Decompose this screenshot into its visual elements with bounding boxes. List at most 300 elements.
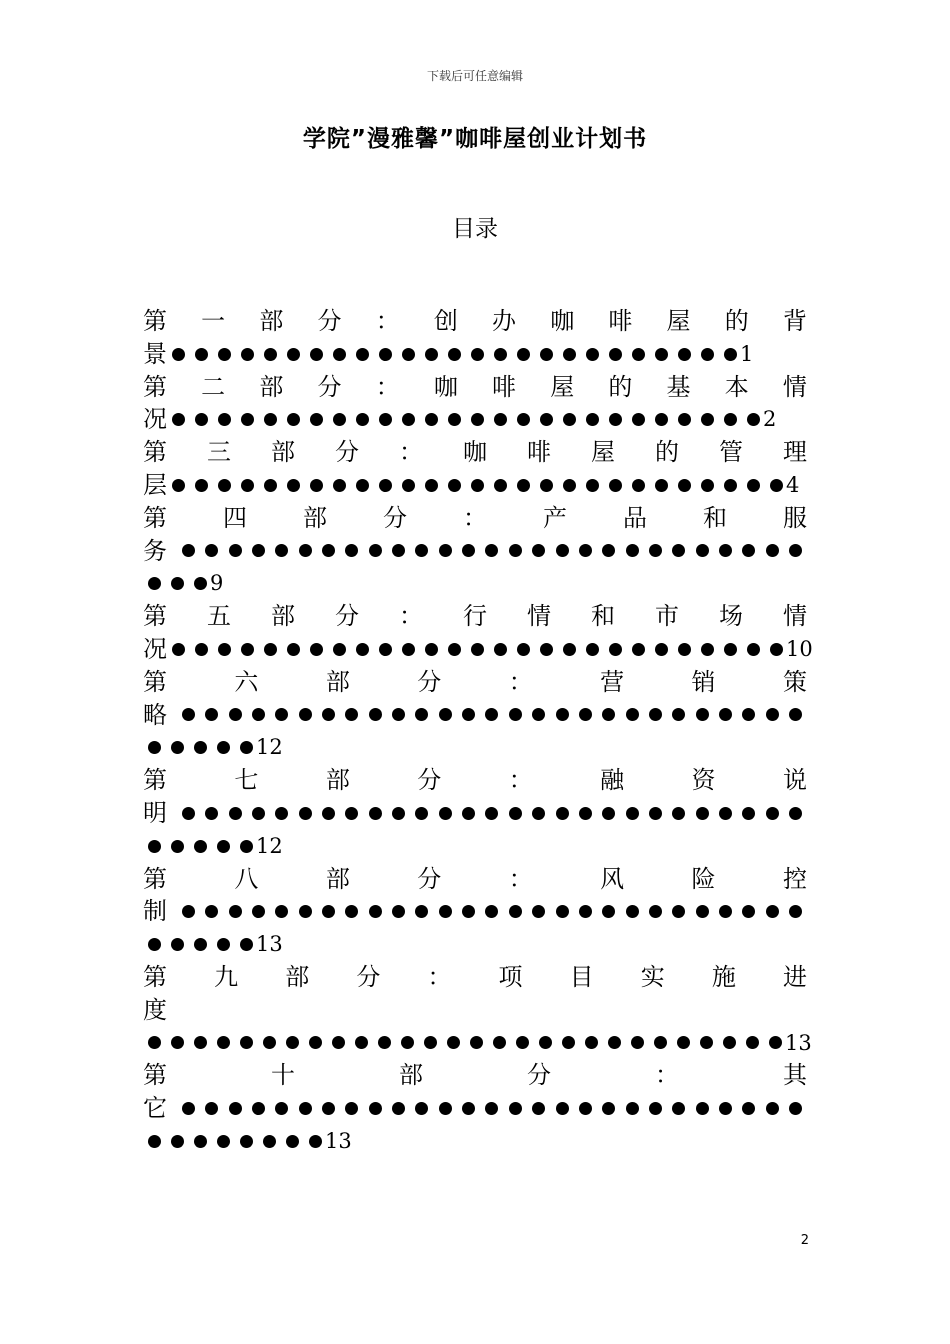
leader-dot (356, 413, 369, 426)
leader-dot (556, 1102, 569, 1115)
toc-label-glyph: ： (375, 307, 400, 335)
leader-dot (310, 348, 323, 361)
toc-page-number: 9 (210, 571, 224, 596)
toc-label-glyph: 目 (569, 962, 594, 991)
toc-label-glyph: 度 (143, 995, 167, 1024)
leader-dot (172, 643, 185, 656)
leader-dot (402, 348, 415, 361)
toc-label-glyph: ： (508, 864, 533, 893)
leader-dot (563, 348, 576, 361)
leader-dot (696, 1102, 709, 1115)
leader-dot (379, 413, 392, 426)
leader-dot (264, 413, 277, 426)
toc-entry-label (143, 305, 807, 338)
toc-label-glyph: 的 (608, 372, 633, 401)
toc-entry-label (143, 600, 807, 633)
leader-dot (696, 905, 709, 918)
leader-dot (217, 938, 230, 951)
leader-dot (655, 413, 668, 426)
toc-label-glyph: 的 (724, 307, 749, 335)
leader-dot (415, 905, 428, 918)
leader-dot (402, 479, 415, 492)
leader-dot (332, 1036, 345, 1049)
toc-label-glyph: 融 (600, 766, 625, 795)
leader-dot (696, 807, 709, 820)
leader-dot (655, 643, 668, 656)
leader-dot (345, 807, 358, 820)
toc-label-glyph: 实 (640, 962, 665, 991)
leader-dot (579, 544, 592, 557)
leader-dot (579, 905, 592, 918)
toc-label-glyph: 啡 (608, 307, 633, 335)
toc-page-number: 12 (256, 833, 283, 858)
header-note: 下载后可任意编辑 (426, 69, 523, 83)
toc-label-glyph: 屋 (666, 307, 691, 335)
toc-label-glyph: 险 (691, 864, 716, 893)
leader-dot (171, 1036, 184, 1049)
leader-dot (345, 544, 358, 557)
leader-dot (229, 1102, 242, 1115)
leader-dot (485, 905, 498, 918)
leader-dot (632, 479, 645, 492)
toc-label-glyph: 九 (214, 962, 239, 991)
toc-label-glyph: 景 (143, 339, 167, 368)
leader-dot (631, 1036, 644, 1049)
toc-label-glyph: 服 (783, 503, 807, 532)
toc-label-glyph: 场 (719, 602, 743, 631)
leader-dot (517, 479, 530, 492)
leader-dot (724, 643, 737, 656)
leader-dot (766, 905, 779, 918)
toc-label-glyph: 咖 (433, 372, 458, 401)
leader-dot (747, 479, 760, 492)
toc-label-glyph: 咖 (463, 438, 487, 467)
leader-dot (608, 1036, 621, 1049)
leader-dot (241, 479, 254, 492)
leader-dot (540, 348, 553, 361)
leader-dot (425, 348, 438, 361)
leader-dot (494, 643, 507, 656)
toc-label-glyph: 第 (143, 962, 167, 991)
leader-dot (579, 708, 592, 721)
toc-entry-label (143, 764, 807, 797)
leader-dot (747, 413, 760, 426)
leader-dot (609, 348, 622, 361)
leader-dot (742, 905, 755, 918)
toc-label-glyph: 部 (325, 766, 350, 795)
leader-dot (563, 413, 576, 426)
toc-label-glyph: ： (463, 503, 487, 532)
leader-dot (182, 1102, 195, 1115)
leader-dot (585, 1036, 598, 1049)
toc-label-glyph: 分 (356, 962, 381, 991)
leader-dot (415, 807, 428, 820)
leader-dot (766, 1102, 779, 1115)
toc-label-glyph: 管 (719, 438, 743, 467)
toc-label-glyph: 第 (143, 602, 167, 631)
toc-entry[interactable] (143, 436, 807, 502)
leader-dot (240, 840, 253, 853)
leader-dot (789, 1102, 802, 1115)
leader-dot (724, 479, 737, 492)
dot-leader (143, 840, 258, 853)
leader-dot (378, 1036, 391, 1049)
leader-dot (626, 544, 639, 557)
leader-dot (485, 708, 498, 721)
leader-dot (447, 1036, 460, 1049)
leader-dot (586, 348, 599, 361)
leader-dot (425, 413, 438, 426)
leader-dot (632, 413, 645, 426)
leader-dot (678, 479, 691, 492)
leader-dot (217, 1036, 230, 1049)
leader-dot (701, 643, 714, 656)
toc-entry[interactable] (143, 666, 807, 764)
toc-label-glyph: 创 (433, 307, 458, 335)
leader-dot (252, 708, 265, 721)
toc-entry[interactable] (143, 863, 807, 961)
leader-dot (494, 413, 507, 426)
toc-label-glyph: 销 (691, 667, 716, 696)
toc-label-glyph: 情 (782, 372, 807, 401)
dot-leader (167, 479, 788, 492)
leader-dot (719, 1102, 732, 1115)
toc-entry[interactable] (143, 961, 812, 1059)
leader-dot (195, 643, 208, 656)
leader-dot (677, 1036, 690, 1049)
leader-dot (626, 905, 639, 918)
toc-label-glyph: 理 (783, 438, 807, 467)
leader-dot (172, 479, 185, 492)
leader-dot (485, 544, 498, 557)
leader-dot (264, 479, 277, 492)
leader-dot (462, 905, 475, 918)
leader-dot (402, 413, 415, 426)
leader-dot (742, 1102, 755, 1115)
toc-label-glyph: 第 (143, 307, 167, 335)
leader-dot (724, 413, 737, 426)
toc-label-glyph: 情 (527, 602, 551, 631)
leader-dot (240, 741, 253, 754)
toc-label-glyph: 的 (655, 438, 679, 467)
leader-dot (415, 708, 428, 721)
leader-dot (182, 708, 195, 721)
leader-dot (287, 479, 300, 492)
leader-dot (229, 905, 242, 918)
leader-dot (701, 479, 714, 492)
leader-dot (439, 1102, 452, 1115)
leader-dot (696, 544, 709, 557)
leader-dot (556, 544, 569, 557)
toc-label-glyph: ： (508, 667, 533, 696)
leader-dot (205, 544, 218, 557)
toc-label-glyph: 屋 (591, 438, 615, 467)
leader-dot (379, 479, 392, 492)
leader-dot (766, 544, 779, 557)
toc-page-number: 13 (325, 1128, 352, 1153)
leader-dot (586, 643, 599, 656)
leader-dot (462, 1102, 475, 1115)
toc-label-glyph: 部 (259, 372, 284, 401)
toc-label-glyph: 第 (143, 372, 167, 401)
leader-dot (392, 708, 405, 721)
toc-label-glyph: 三 (207, 438, 231, 467)
toc-label-glyph: 制 (143, 897, 167, 926)
leader-dot (171, 840, 184, 853)
leader-dot (471, 479, 484, 492)
toc-label-glyph: 基 (666, 372, 691, 401)
leader-dot (448, 643, 461, 656)
leader-dot (379, 348, 392, 361)
leader-dot (701, 413, 714, 426)
toc-label-glyph: 控 (782, 864, 807, 893)
leader-dot (626, 708, 639, 721)
leader-dot (448, 348, 461, 361)
leader-dot (322, 1102, 335, 1115)
leader-dot (299, 708, 312, 721)
dot-leader (167, 348, 742, 361)
leader-dot (700, 1036, 713, 1049)
leader-dot (747, 643, 760, 656)
leader-dot (789, 905, 802, 918)
toc-label-glyph: 产 (543, 503, 567, 532)
dot-leader (177, 807, 807, 820)
leader-dot (579, 1102, 592, 1115)
leader-dot (532, 807, 545, 820)
toc-label-glyph: 二 (201, 372, 226, 401)
toc-entry[interactable] (143, 371, 807, 437)
toc-label-glyph: 层 (143, 470, 167, 499)
toc-entry-label (143, 1059, 807, 1092)
toc-label-glyph: 项 (498, 962, 523, 991)
leader-dot (448, 479, 461, 492)
toc-entry[interactable] (143, 1059, 807, 1157)
leader-dot (217, 1135, 230, 1148)
leader-dot (310, 479, 323, 492)
leader-dot (766, 708, 779, 721)
leader-dot (626, 807, 639, 820)
leader-dot (672, 708, 685, 721)
leader-dot (252, 905, 265, 918)
leader-dot (678, 413, 691, 426)
toc-page-number: 1 (740, 341, 754, 366)
leader-dot (471, 643, 484, 656)
toc-label-glyph: 第 (143, 766, 167, 795)
toc-label-glyph: 分 (417, 864, 442, 893)
leader-dot (672, 544, 685, 557)
leader-dot (632, 643, 645, 656)
leader-dot (532, 544, 545, 557)
leader-dot (252, 807, 265, 820)
leader-dot (626, 1102, 639, 1115)
leader-dot (462, 807, 475, 820)
toc-label-glyph: 务 (143, 536, 167, 565)
leader-dot (263, 1135, 276, 1148)
leader-dot (182, 807, 195, 820)
toc-label-glyph: 资 (691, 766, 716, 795)
leader-dot (649, 1102, 662, 1115)
leader-dot (439, 708, 452, 721)
leader-dot (562, 1036, 575, 1049)
dot-leader (143, 1135, 327, 1148)
leader-dot (609, 643, 622, 656)
leader-dot (195, 413, 208, 426)
leader-dot (333, 479, 346, 492)
leader-dot (148, 1036, 161, 1049)
leader-dot (392, 544, 405, 557)
toc-label-glyph: ： (375, 372, 400, 401)
toc-entry-label (143, 502, 807, 535)
leader-dot (172, 348, 185, 361)
leader-dot (322, 544, 335, 557)
leader-dot (719, 708, 732, 721)
leader-dot (322, 807, 335, 820)
leader-dot (540, 643, 553, 656)
toc-label-glyph: 分 (417, 766, 442, 795)
dot-leader (177, 905, 807, 918)
leader-dot (719, 807, 732, 820)
leader-dot (415, 1102, 428, 1115)
leader-dot (229, 708, 242, 721)
leader-dot (439, 905, 452, 918)
toc-label-glyph: 明 (143, 798, 167, 827)
toc-label-glyph: 和 (591, 602, 615, 631)
leader-dot (310, 643, 323, 656)
leader-dot (586, 479, 599, 492)
toc-entry-label (143, 961, 807, 994)
leader-dot (275, 708, 288, 721)
leader-dot (369, 708, 382, 721)
toc-entry[interactable] (143, 764, 807, 862)
toc-label-glyph: 其 (783, 1061, 807, 1090)
leader-dot (789, 544, 802, 557)
leader-dot (485, 807, 498, 820)
toc-label-glyph: 市 (655, 602, 679, 631)
leader-dot (195, 348, 208, 361)
leader-dot (789, 807, 802, 820)
toc-label-glyph: 啡 (527, 438, 551, 467)
leader-dot (439, 544, 452, 557)
leader-dot (369, 807, 382, 820)
leader-dot (345, 1102, 358, 1115)
page-number: 2 (800, 1233, 809, 1248)
leader-dot (356, 348, 369, 361)
toc-label-glyph: 施 (711, 962, 736, 991)
leader-dot (148, 577, 161, 590)
toc-page-number: 12 (256, 735, 283, 760)
leader-dot (240, 1135, 253, 1148)
leader-dot (322, 905, 335, 918)
leader-dot (286, 1036, 299, 1049)
toc-label-glyph: 一 (201, 307, 226, 335)
leader-dot (286, 1135, 299, 1148)
leader-dot (171, 1135, 184, 1148)
leader-dot (563, 643, 576, 656)
toc-label-glyph: 四 (223, 503, 247, 532)
leader-dot (540, 413, 553, 426)
leader-dot (769, 1036, 782, 1049)
toc-entry-label (143, 863, 807, 896)
leader-dot (218, 479, 231, 492)
leader-dot (275, 905, 288, 918)
toc-label-glyph: ： (399, 438, 423, 467)
leader-dot (194, 1036, 207, 1049)
leader-dot (309, 1036, 322, 1049)
leader-dot (649, 708, 662, 721)
leader-dot (649, 905, 662, 918)
leader-dot (678, 643, 691, 656)
toc-label-glyph: ： (508, 766, 533, 795)
toc-label-glyph: 部 (271, 602, 295, 631)
leader-dot (369, 544, 382, 557)
toc-label-glyph: 分 (335, 438, 359, 467)
leader-dot (287, 413, 300, 426)
toc-label-glyph: 办 (492, 307, 517, 335)
toc-label-glyph: 部 (259, 307, 284, 335)
leader-dot (229, 544, 242, 557)
toc-page-number: 2 (763, 407, 777, 432)
leader-dot (171, 741, 184, 754)
toc-entry[interactable] (143, 305, 807, 371)
leader-dot (649, 544, 662, 557)
leader-dot (401, 1036, 414, 1049)
toc-label-glyph: 啡 (492, 372, 517, 401)
leader-dot (672, 1102, 685, 1115)
toc-label-glyph: 第 (143, 503, 167, 532)
toc-label-glyph: 和 (703, 503, 727, 532)
leader-dot (402, 643, 415, 656)
leader-dot (369, 905, 382, 918)
toc-entry[interactable] (143, 600, 813, 666)
leader-dot (369, 1102, 382, 1115)
toc-label-glyph: 部 (325, 864, 350, 893)
leader-dot (333, 413, 346, 426)
toc-label-glyph: 它 (143, 1094, 167, 1123)
toc-entry[interactable] (143, 502, 807, 600)
leader-dot (602, 807, 615, 820)
toc-label-glyph: 五 (207, 602, 231, 631)
toc-page-number: 13 (256, 932, 283, 957)
leader-dot (471, 413, 484, 426)
leader-dot (509, 1102, 522, 1115)
toc-label-glyph: 分 (317, 307, 342, 335)
leader-dot (217, 840, 230, 853)
leader-dot (509, 544, 522, 557)
leader-dot (252, 1102, 265, 1115)
leader-dot (609, 479, 622, 492)
toc-label-glyph: 第 (143, 667, 167, 696)
leader-dot (602, 544, 615, 557)
toc-label-glyph: 部 (399, 1061, 423, 1090)
toc-label-glyph: 十 (271, 1061, 295, 1090)
leader-dot (194, 840, 207, 853)
leader-dot (275, 807, 288, 820)
toc-label-glyph: 营 (600, 667, 625, 696)
dot-leader (143, 577, 212, 590)
toc-label-glyph: 略 (143, 700, 167, 729)
leader-dot (649, 807, 662, 820)
leader-dot (194, 741, 207, 754)
toc-label-glyph: 屋 (550, 372, 575, 401)
leader-dot (205, 807, 218, 820)
toc-label-glyph: ： (427, 962, 452, 991)
leader-dot (287, 643, 300, 656)
toc-label-glyph: 第 (143, 438, 167, 467)
leader-dot (415, 544, 428, 557)
toc-label-glyph: 部 (303, 503, 327, 532)
leader-dot (425, 479, 438, 492)
toc-label-glyph: 六 (234, 667, 259, 696)
